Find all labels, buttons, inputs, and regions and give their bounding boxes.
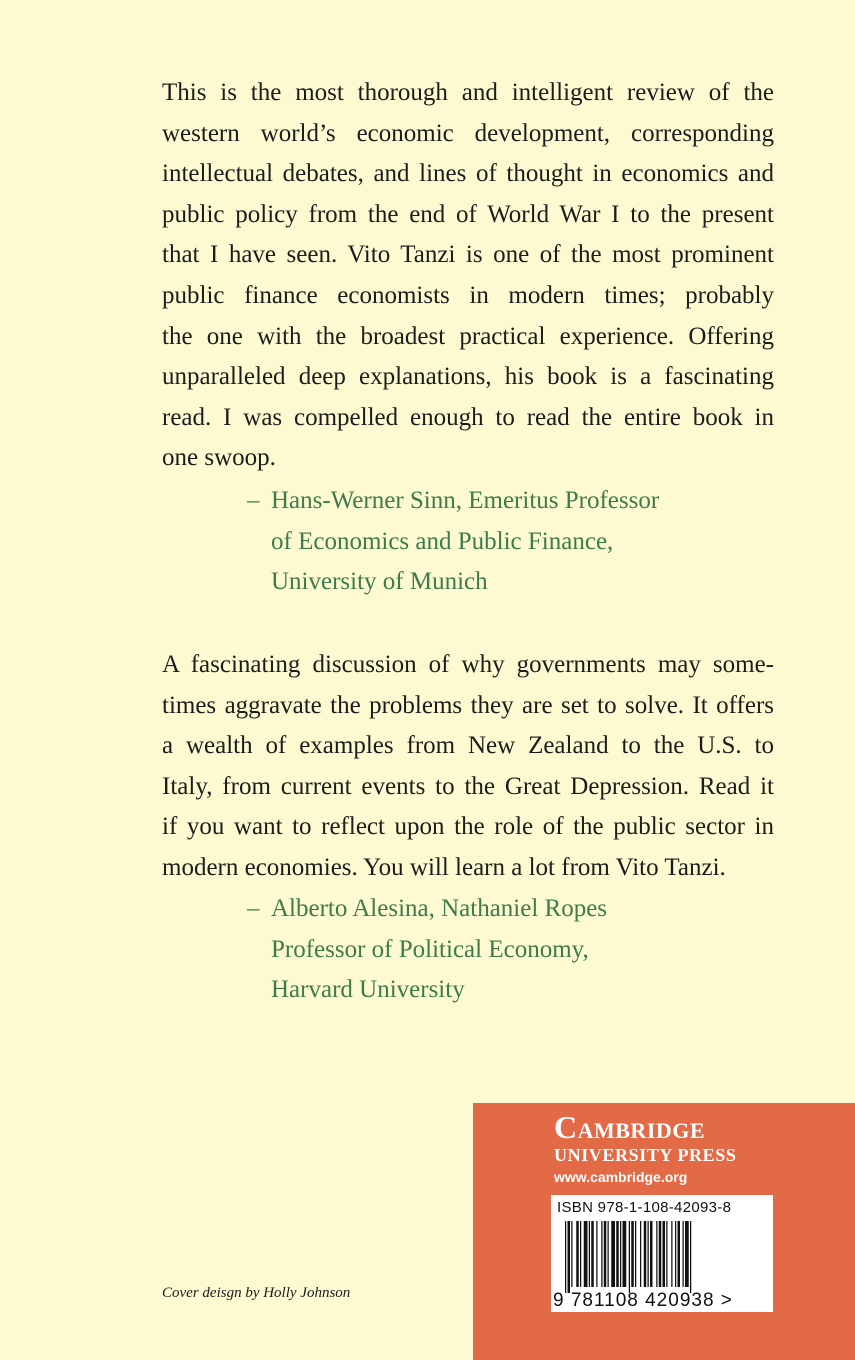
blurb-line: that I have seen. Vito Tanzi is one of the most prominent: [162, 241, 774, 269]
barcode-label: [551, 1195, 773, 1312]
barcode-bar: [596, 1221, 597, 1287]
barcode-bar: [666, 1221, 667, 1287]
publisher-press: UNIVERSITY PRESS: [554, 1145, 737, 1165]
barcode-bar: [616, 1221, 619, 1287]
attribution-dash: –: [247, 487, 260, 514]
barcode-bar: [671, 1221, 672, 1287]
barcode-bar: [631, 1221, 634, 1287]
blurb-line: Italy, from current events to the Great Depression. Read it: [162, 772, 774, 800]
barcode-bar: [611, 1221, 615, 1287]
barcode-bar: [629, 1221, 630, 1293]
barcode-digits: 9 781108 420938 >: [553, 1290, 733, 1311]
barcode-bar: [650, 1221, 653, 1287]
barcode-bar: [623, 1221, 627, 1287]
blurb-line: intellectual debates, and lines of thought in economics and: [162, 160, 774, 188]
attribution-line: Professor of Political Economy,: [271, 935, 589, 963]
barcode-bar: [591, 1221, 594, 1287]
attribution-sinn: [247, 481, 659, 603]
publisher-panel: [473, 1103, 855, 1360]
publisher-url: www.cambridge.org: [554, 1169, 688, 1185]
blurb-line: unparalleled deep explanations, his book is a fascinating: [162, 363, 774, 391]
blurb-line: public finance economists in modern times; probably: [162, 281, 774, 309]
barcode-bar: [685, 1221, 689, 1287]
barcode-bar: [604, 1221, 607, 1287]
attribution-line: of Economics and Public Finance,: [271, 527, 614, 555]
publisher-name: Cambridge: [554, 1109, 706, 1145]
attribution-line: Harvard University: [271, 976, 465, 1004]
review-blurb-alesina: [162, 645, 774, 889]
blurb-line: if you want to reflect upon the role of the public sector in: [162, 813, 774, 841]
barcode-bar: [675, 1221, 676, 1287]
blurb-line: a wealth of examples from New Zealand to the U.S. to: [162, 732, 774, 760]
barcode-bar: [678, 1221, 681, 1287]
barcode-bar: [620, 1221, 621, 1287]
barcode-bar: [580, 1221, 581, 1287]
barcode-bar: [659, 1221, 662, 1287]
attribution-line: University of Munich: [271, 568, 488, 596]
barcode-bar: [656, 1221, 657, 1287]
attribution-alesina: [247, 889, 607, 1011]
barcode-bar: [584, 1221, 588, 1287]
blurb-line: read. I was compelled enough to read the entire book in: [162, 403, 774, 431]
blurb-line: modern economies. You will learn a lot from Vito Tanzi.: [162, 853, 726, 881]
barcode-bar: [644, 1221, 647, 1287]
review-blurb-sinn: [162, 73, 774, 479]
isbn-text: ISBN 978-1-108-42093-8: [557, 1199, 732, 1216]
blurb-line: A fascinating discussion of why governments may some-: [162, 651, 774, 678]
barcode-bar: [648, 1221, 649, 1287]
barcode-bar: [663, 1221, 666, 1287]
barcode-bar: [683, 1221, 684, 1287]
barcode-bar: [635, 1221, 636, 1287]
blurb-line: times aggravate the problems they are set to solve. It offers: [162, 691, 774, 719]
blurb-line: public policy from the end of World War I to the present: [162, 200, 774, 228]
barcode-bar: [589, 1221, 590, 1287]
attribution-line: Alberto Alesina, Nathaniel Ropes: [271, 895, 608, 922]
blurb-line: This is the most thorough and intelligent review of the: [162, 79, 774, 106]
barcode-bar: [565, 1221, 566, 1293]
attribution-line: Hans-Werner Sinn, Emeritus Professor: [271, 487, 660, 514]
blurb-line: the one with the broadest practical experience. Offering: [162, 322, 774, 350]
blurb-line: western world’s economic development, corresponding: [162, 119, 774, 147]
barcode-bar: [690, 1221, 691, 1293]
barcode-bar: [640, 1221, 641, 1287]
barcode-bar: [568, 1221, 571, 1293]
barcode-bar: [601, 1221, 602, 1287]
cover-design-credit: Cover deisgn by Holly Johnson: [162, 1285, 351, 1301]
blurb-line: one swoop.: [162, 444, 276, 472]
attribution-dash: –: [247, 895, 260, 922]
barcode-bar: [571, 1221, 572, 1287]
barcode-bar: [576, 1221, 579, 1287]
barcode-bar: [608, 1221, 609, 1287]
